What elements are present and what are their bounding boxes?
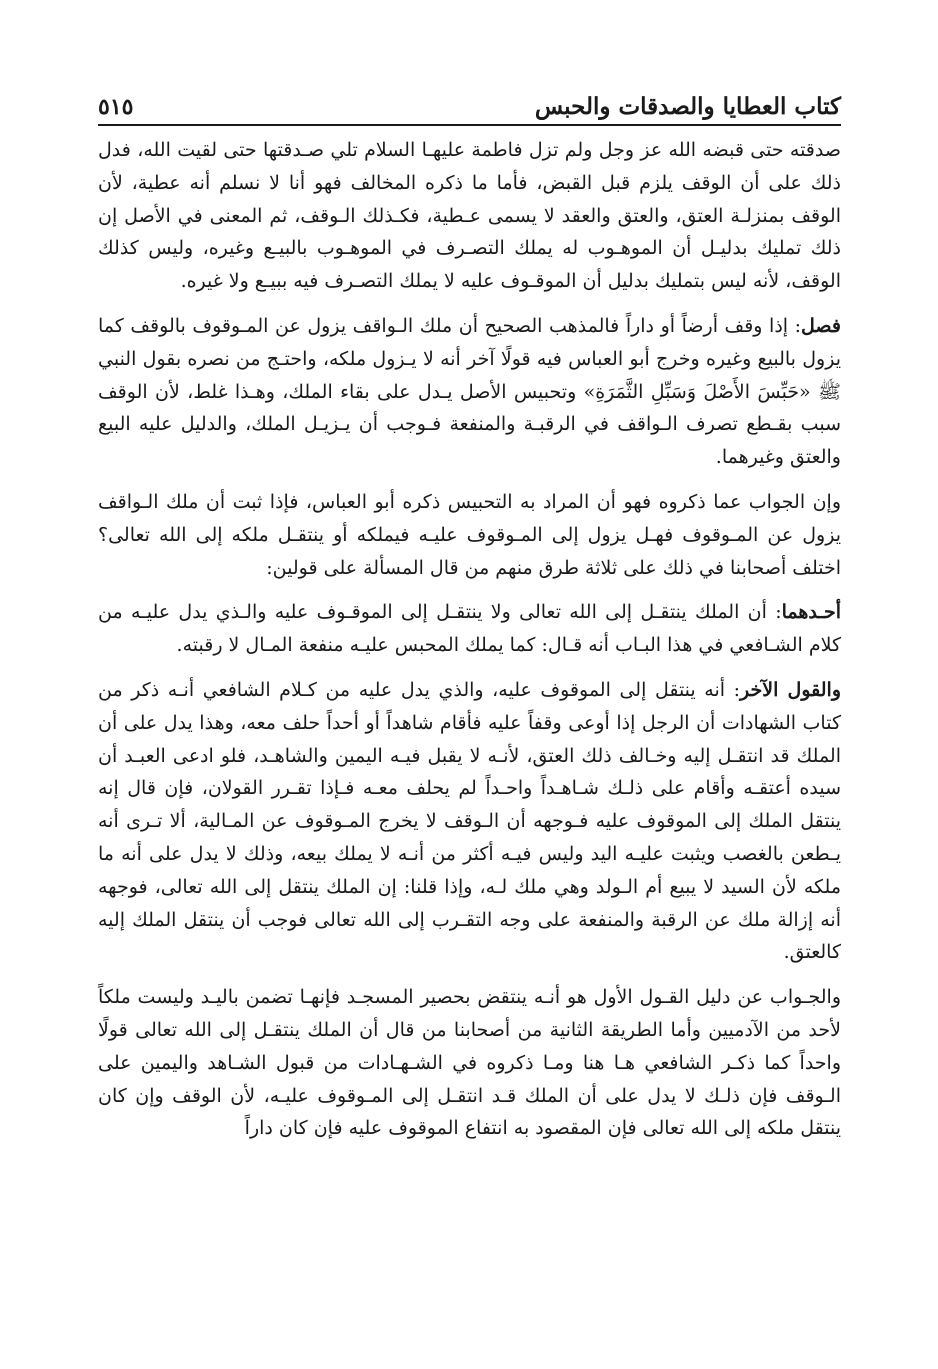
paragraph-text: : أنه ينتقل إلى الموقوف عليه، والذي يدل عليه من كـلام الشافعي أنـه ذكر من كتاب الشهادات أن الرجل إذا أوعى وقفاً عليه فأقام شاهداً أو أحداً حلف معه، وهذا يدل على أن الملك قد انتقـل إليه وخـالف ذلك العتق، لأنـه لا يقبل فيـه اليمين والشاهـد، فلو ادعى العبـد أن سيده أعتقـه وأقام على ذلـك شـاهـداً واحـداً لم يحلف معـه فـإذا تقـرر القولان، فإن قال إنه ينتقل الملك إلى الموقوف عليه فـوجهه أن الـوقف لا يخرج المـوقوف عن المـالية، ألا تـرى أنه يـطعن بالغصب ويثبت عليـه اليد وليس فيـه أكثر من أنـه لا يملك بيعه، وذلك لا يدل على أنه ما ملكه لأن السيد لا يبيع أم الـولد وهي ملك لـه، وإذا قلنا: إن الملك ينتقل إلى الله تعالى، فوجهه أنه إزالة ملك عن الرقبة والمنفعة على وجه التقـرب إلى الله تعالى فوجب أن ينتقل الملك إليه كالعتق.	[98, 678, 841, 964]
page-number: ٥١٥	[98, 94, 134, 120]
paragraph-lead: والقول الآخر	[740, 678, 842, 701]
paragraph-text: والجـواب عن دليل القـول الأول هو أنـه ينتقض بحصير المسجـد فإنهـا تضمن باليـد وليست ملكاً لأحد من الآدميين وأما الطريقة الثانية من أصحابنا من قال أن الملك ينتقـل إلى الله تعالى قولًا واحداً كما ذكـر الشافعي هـا هنا ومـا ذكروه في الشـهـادات من قبول الشـاهد واليمين على الـوقف فإن ذلـك لا يدل على أن الملك قـد انتقـل إلى المـوقوف عليـه، لأن الوقف وإن كان ينتقل ملكه إلى الله تعالى فإن المقصود به انتفاع الموقوف عليه	[98, 986, 841, 1140]
paragraph-text: : أن الملك ينتقـل إلى الله تعالى ولا ينتقـل إلى الموقـوف عليه والـذي يدل عليـه من كلام الشـافعي في هذا البـاب أنه قـال: كما يملك المحبس عليـه منفعة المـال لا رقبته.	[98, 601, 841, 657]
paragraph-text: وإن الجواب عما ذكروه فهو أن المراد به التحبيس ذكره أبو العباس، فإذا ثبت أن ملك الـواقف يزول عن المـوقوف فهـل يزول إلى المـوقوف عليـه فيملكه أو ينتقـل ملكه إلى الله تعالى؟ اختلف أصحابنا في ذلك على ثلاثة طرق منهم من قال المسألة على قولين:	[98, 490, 841, 579]
paragraph-text: صدقته حتى قبضه الله عز وجل ولم تزل فاطمة عليهـا السلام تلي صـدقتها حتى لقيت الله، فدل ذلك على أن الوقف يلزم قبل القبض، فأما ما ذكره المخالف فهو أنا لا نسلم أنه عطية، لأن الوقف بمنزلـة العتق، والعتق والعقد لا يسمى عـطية، فكـذلك الـوقف، ثم المعنى في الأصل إن ذلك تمليك بدليـل أن الموهـوب له يملك التصـرف في الموهـوب بالبيـع وغيره، وليس كذلك الوقف، لأنه ليس بتمليك بدليل أن الموقـوف عليه لا يملك التصـرف فيه ببيـع ولا غيره.	[98, 139, 841, 293]
paragraph	[98, 486, 841, 584]
paragraph-lead: فصل	[801, 314, 841, 337]
paragraph-lead: أحـدهما	[781, 601, 841, 624]
chapter-title: كتاب العطايا والصدقات والحبس	[534, 93, 841, 120]
paragraph	[98, 134, 841, 298]
paragraph	[98, 310, 841, 474]
paragraph-text: : إذا وقف أرضاً أو داراً فالمذهب الصحيح أن ملك الـواقف يزول عن المـوقوف بالوقف كما يزول بالبيع وغيره وخرج أبو العباس فيه قولًا آخر أنه لا يـزول ملكه، واحتـج من نصره بقول النبي ﷺ «حَبِّسَ الأَصْلَ وَسَبِّلِ الثَّمَرَةِ» وتحبيس الأصل يـدل على بقاء الملك، وهـذا غلط، لأن الوقف سبب بقـطع تصرف الـواقف في الرقبـة والمنفعة فـوجب أن يـزيـل الملك، والدليل عليه البيع والعتق وغيرهما.	[98, 314, 841, 469]
paragraph	[98, 674, 841, 969]
body-text	[98, 134, 841, 1145]
catchword: فإن كان داراً	[244, 1117, 343, 1140]
running-header	[98, 88, 841, 126]
paragraph	[98, 981, 841, 1145]
paragraph	[98, 596, 841, 662]
